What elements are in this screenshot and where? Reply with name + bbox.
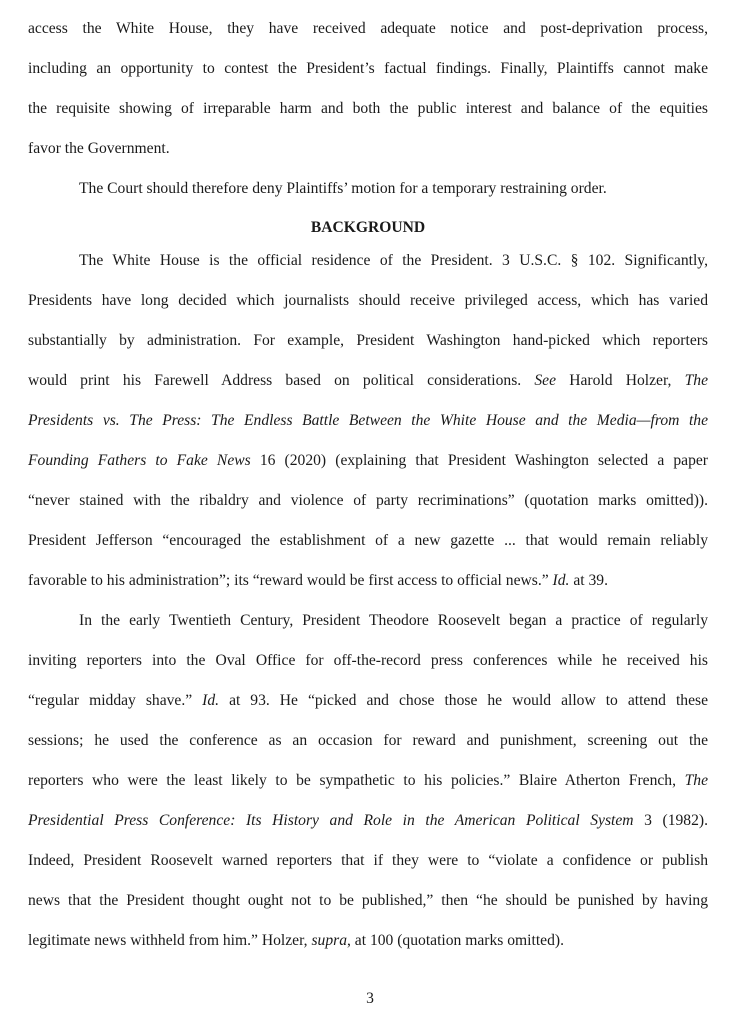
citation-title: The (684, 772, 708, 789)
text-line: In the early Twentieth Century, President Theodore Roosevelt began a practice of regularly (79, 612, 708, 629)
citation-title: Presidents vs. The Press: The Endless Battle Between the White House and the Media—from the (28, 412, 708, 429)
text-line: sessions; he used the conference as an occasion for reward and punishment, screening out the (28, 732, 708, 749)
text-line: Presidents have long decided which journalists should receive privileged access, which has varied (28, 292, 708, 309)
text-line: President Jefferson “encouraged the establishment of a new gazette ... that would remain reliably (28, 532, 708, 549)
text-line: favor the Government. (28, 140, 170, 157)
text-line: including an opportunity to contest the President’s factual findings. Finally, Plaintiffs cannot make (28, 60, 708, 77)
text-line (28, 568, 708, 594)
page-number: 3 (366, 990, 374, 1007)
text-span: 3 (1982). (644, 812, 708, 829)
citation-title: The (684, 372, 709, 389)
citation-id: Id. (202, 692, 220, 709)
text-line: inviting reporters into the Oval Office for off-the-record press conferences while he received his (28, 652, 708, 669)
text-line (28, 688, 708, 714)
text-span: at 39. (573, 572, 608, 589)
text-line: access the White House, they have received adequate notice and post-deprivation process, (28, 20, 708, 37)
text-line (28, 768, 708, 794)
text-line: the requisite showing of irreparable harm and both the public interest and balance of the equities (28, 100, 708, 117)
signal-see: See (534, 372, 557, 389)
citation-title: Presidential Press Conference: Its History and Role in the American Political System (28, 812, 634, 829)
text-span: reporters who were the least likely to be sympathetic to his policies.” Blaire Atherton French, (28, 772, 676, 789)
citation-id: Id. (552, 572, 570, 589)
text-line: The White House is the official residence of the President. 3 U.S.C. § 102. Significantly, (79, 252, 708, 269)
text-span: favorable to his administration”; its “reward would be first access to official news.” (28, 572, 549, 589)
conclusion-line: The Court should therefore deny Plaintiffs’ motion for a temporary restraining order. (79, 180, 607, 197)
text-span: 16 (2020) (explaining that President Washington selected a paper (259, 452, 708, 469)
text-line: Indeed, President Roosevelt warned reporters that if they were to “violate a confidence or publish (28, 852, 708, 869)
text-span: Harold Holzer, (569, 372, 672, 389)
text-span: “regular midday shave.” (28, 692, 193, 709)
section-heading: BACKGROUND (310, 219, 426, 236)
citation-supra: supra (311, 932, 347, 949)
citation-title: Founding Fathers to Fake News (28, 452, 251, 469)
text-line (28, 448, 708, 474)
text-span: , at 100 (quotation marks omitted). (347, 932, 564, 949)
text-line: “never stained with the ribaldry and violence of party recriminations” (quotation marks omitted)). (28, 492, 708, 509)
text-line (28, 408, 708, 434)
text-line (28, 928, 708, 954)
text-line: news that the President thought ought not to be published,” then “he should be punished by having (28, 892, 708, 909)
text-line (28, 808, 708, 834)
text-span: legitimate news withheld from him.” Holzer, (28, 932, 308, 949)
text-span: would print his Farewell Address based on political considerations. (28, 372, 522, 389)
text-line (28, 368, 708, 394)
text-span: at 93. He “picked and chose those he would allow to attend these (229, 692, 708, 709)
text-line: substantially by administration. For example, President Washington hand-picked which reporters (28, 332, 708, 349)
